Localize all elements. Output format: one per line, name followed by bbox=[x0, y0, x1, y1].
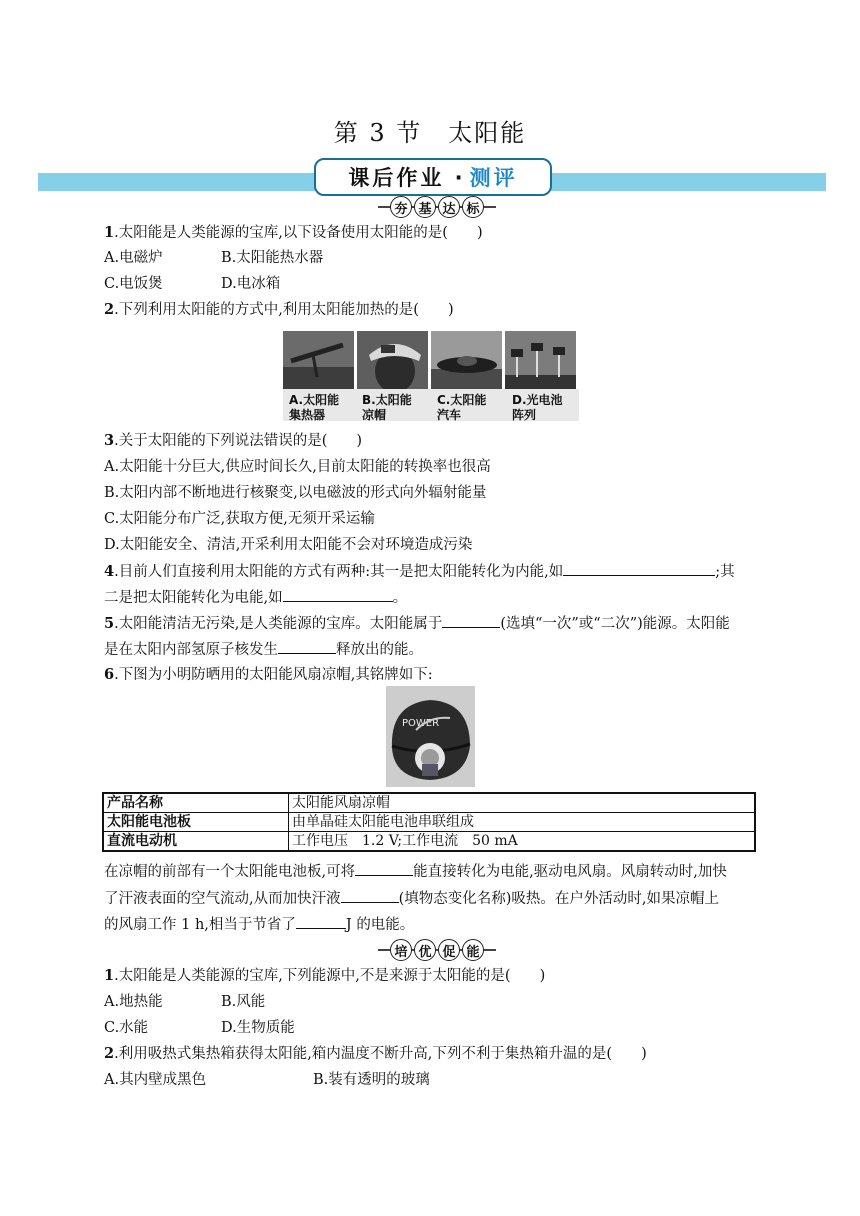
table-row: 直流电动机 工作电压 1.2 V;工作电流 50 mA bbox=[103, 832, 755, 852]
q1-opt-d: D.电冰箱 bbox=[221, 276, 281, 292]
solar-collector-image bbox=[283, 331, 354, 389]
section-tag-advanced bbox=[378, 939, 496, 961]
section-banner bbox=[314, 158, 552, 196]
tag-char: 优 bbox=[414, 939, 436, 961]
q3-opt-d: D.太阳能安全、清洁,开采利用太阳能不会对环境造成污染 bbox=[104, 537, 473, 553]
solar-car-image bbox=[431, 331, 502, 389]
answer-blank[interactable] bbox=[355, 861, 413, 876]
tag-char: 标 bbox=[462, 196, 484, 218]
q6-line2: 了汗液表面的空气流动,从而加快汗液 (填物态变化名称)吸热。在户外活动时,如果凉帽上 bbox=[104, 888, 719, 909]
caption-c: C.太阳能 汽车 bbox=[437, 393, 487, 422]
q4-line2: 二是把太阳能转化为电能,如 。 bbox=[104, 587, 407, 608]
r2-opt-a: A.其内壁成黑色 bbox=[104, 1072, 207, 1088]
tag-char: 促 bbox=[438, 939, 460, 961]
q2-stem: 2.下列利用太阳能的方式中,利用太阳能加热的是( ) bbox=[104, 301, 454, 318]
q6-stem: 6.下图为小明防晒用的太阳能风扇凉帽,其铭牌如下: bbox=[104, 666, 433, 683]
tag-char: 能 bbox=[462, 939, 484, 961]
banner-right: 测评 bbox=[469, 166, 518, 190]
r1-opt-b: B.风能 bbox=[221, 994, 266, 1010]
answer-blank[interactable] bbox=[296, 914, 346, 929]
nameplate-table bbox=[102, 792, 756, 852]
q1-stem: 1.太阳能是人类能源的宝库,以下设备使用太阳能的是( ) bbox=[104, 224, 483, 241]
r2-opt-b: B.装有透明的玻璃 bbox=[313, 1072, 430, 1088]
photovoltaic-array-image bbox=[505, 331, 576, 389]
answer-blank[interactable] bbox=[341, 888, 399, 903]
answer-blank[interactable] bbox=[442, 613, 500, 628]
q3-opt-c: C.太阳能分布广泛,获取方便,无须开采运输 bbox=[104, 511, 375, 527]
solar-hat-image bbox=[357, 331, 428, 389]
q3-opt-b: B.太阳内部不断地进行核聚变,以电磁波的形式向外辐射能量 bbox=[104, 485, 487, 501]
answer-blank[interactable] bbox=[278, 639, 336, 654]
r2-stem: 2.利用吸热式集热箱获得太阳能,箱内温度不断升高,下列不利于集热箱升温的是( ) bbox=[104, 1045, 647, 1062]
q6-line3: 的风扇工作 1 h,相当于节省了 J 的电能。 bbox=[104, 914, 414, 935]
hat-logo-text: POWER bbox=[402, 718, 440, 729]
tag-char: 夯 bbox=[390, 196, 412, 218]
r1-opt-c: C.水能 bbox=[104, 1020, 149, 1036]
table-row: 太阳能电池板 由单晶硅太阳能电池串联组成 bbox=[103, 813, 755, 832]
q5-line1: 5.太阳能清洁无污染,是人类能源的宝库。太阳能属于 (选填“一次”或“二次”)能源。太阳能 bbox=[104, 615, 730, 632]
q1-opt-b: B.太阳能热水器 bbox=[221, 250, 324, 266]
page-title: 第 3 节 太阳能 bbox=[333, 119, 527, 147]
solar-fan-hat-photo bbox=[386, 686, 475, 787]
q2-image-row bbox=[283, 331, 579, 389]
q1-opt-c: C.电饭煲 bbox=[104, 276, 163, 292]
r1-opt-d: D.生物质能 bbox=[221, 1020, 295, 1036]
q3-stem: 3.关于太阳能的下列说法错误的是( ) bbox=[104, 432, 363, 449]
r1-stem: 1.太阳能是人类能源的宝库,下列能源中,不是来源于太阳能的是( ) bbox=[104, 967, 546, 984]
section-tag-basic bbox=[378, 196, 496, 218]
tag-char: 达 bbox=[438, 196, 460, 218]
tag-char: 培 bbox=[390, 939, 412, 961]
q6-line1: 在凉帽的前部有一个太阳能电池板,可将 能直接转化为电能,驱动电风扇。风扇转动时,加快 bbox=[104, 861, 727, 882]
caption-d: D.光电池 阵列 bbox=[512, 393, 563, 422]
banner-left: 课后作业 · bbox=[348, 166, 466, 190]
q3-opt-a: A.太阳能十分巨大,供应时间长久,目前太阳能的转换率也很高 bbox=[104, 459, 491, 475]
answer-blank[interactable] bbox=[283, 587, 393, 602]
caption-b: B.太阳能 凉帽 bbox=[362, 393, 412, 422]
caption-a: A.太阳能 集热器 bbox=[289, 393, 340, 422]
tag-char: 基 bbox=[414, 196, 436, 218]
answer-blank[interactable] bbox=[563, 561, 715, 576]
q5-line2: 是在太阳内部氢原子核发生 释放出的能。 bbox=[104, 639, 423, 660]
r1-opt-a: A.地热能 bbox=[104, 994, 163, 1010]
table-row: 产品名称 太阳能风扇凉帽 bbox=[103, 793, 755, 813]
q1-opt-a: A.电磁炉 bbox=[104, 250, 163, 266]
q4-line1: 4.目前人们直接利用太阳能的方式有两种:其一是把太阳能转化为内能,如 ;其 bbox=[104, 563, 735, 580]
